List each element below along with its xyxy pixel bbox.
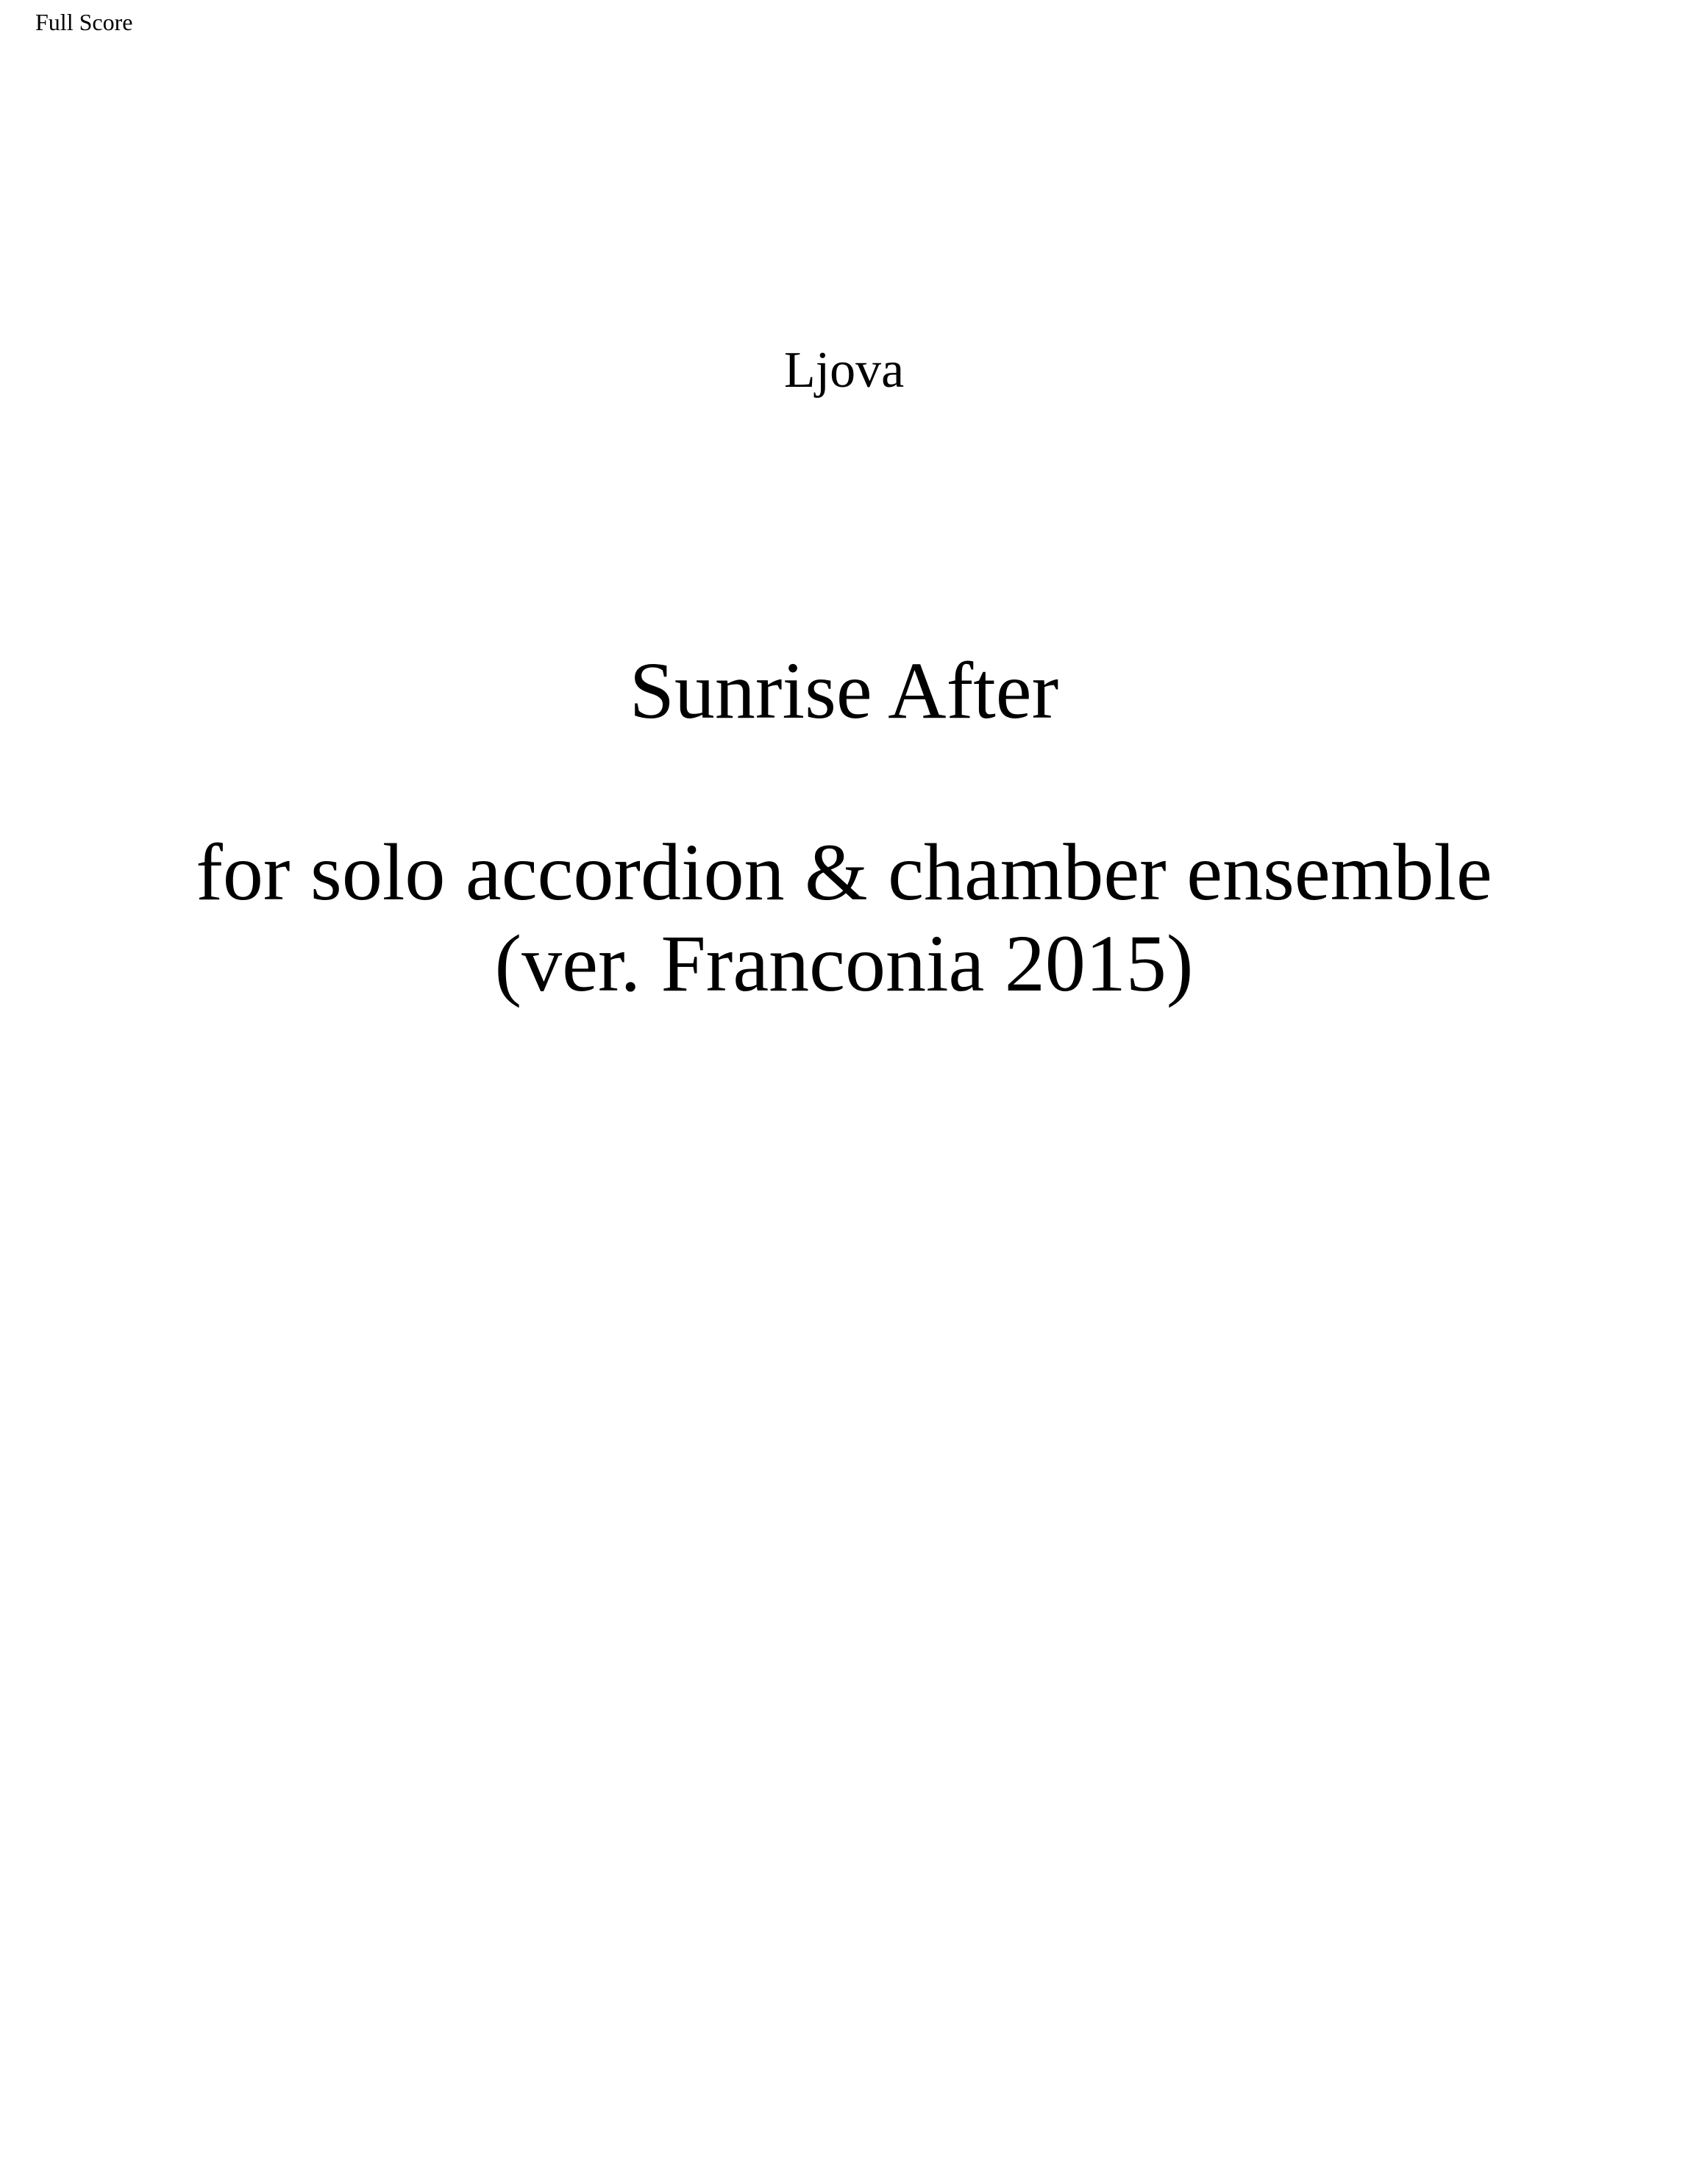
work-title: Sunrise After <box>629 646 1059 735</box>
work-subtitle <box>0 827 1688 1009</box>
instrumentation-line: for solo accordion & chamber ensemble <box>196 827 1492 917</box>
full-score-label: Full Score <box>35 9 133 35</box>
composer-name: Ljova <box>783 342 905 399</box>
version-line: (ver. Franconia 2015) <box>494 918 1194 1008</box>
